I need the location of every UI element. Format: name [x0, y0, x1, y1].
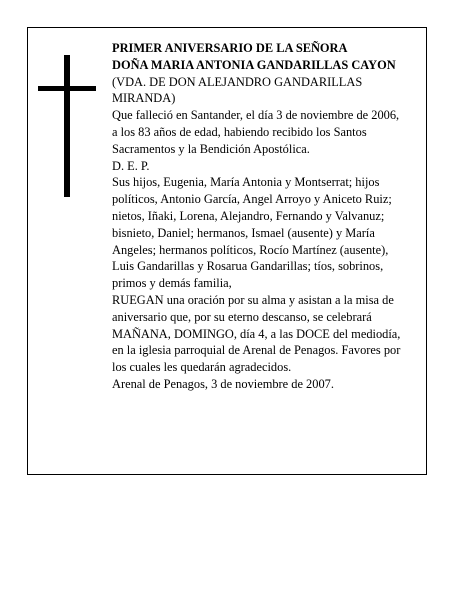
obituary-text	[112, 40, 402, 393]
cross-icon	[64, 55, 70, 197]
death-info: Que falleció en Santander, el día 3 de noviembre de 2006, a los 83 años de edad, habiendo recibido los Santos Sacramentos y la Bendición Apostólica.	[112, 108, 400, 156]
request-paragraph	[112, 292, 402, 376]
place-date: Arenal de Penagos, 3 de noviembre de 2007.	[112, 376, 334, 391]
cross-icon-crossbar	[38, 86, 96, 91]
family-list: Sus hijos, Eugenia, María Antonia y Montserrat; hijos políticos, Antonio García, Angel Arroyo y Aniceto Ruiz; nietos, Iñaki, Lorena, Alejandro, Fernando y Valvanuz; bisnieto, Daniel; hermanos, Ismael (ausente) y María Angeles; hermanos políticos, Rocío Martínez (ausente), Luis Gandarillas y Rosarua Gandarillas; tíos, sobrinos, primos y demás familia,	[112, 175, 392, 291]
notice-heading-line1: PRIMER ANIVERSARIO DE LA SEÑORA	[112, 41, 348, 55]
widow-of-line: (VDA. DE DON ALEJANDRO GANDARILLAS MIRANDA)	[112, 74, 363, 106]
request-keyword: RUEGAN	[112, 292, 164, 307]
dep-line: D. E. P.	[112, 158, 150, 173]
notice-heading-line2: DOÑA MARIA ANTONIA GANDARILLAS CAYON	[112, 57, 396, 72]
request-text: una oración por su alma y asistan a la misa de aniversario que, por su eterno descanso, se celebrará MAÑANA, DOMINGO, día 4, a las DOCE del mediodía, en la iglesia parroquial de Arenal de Penagos. Favores por los cuales les quedarán agradecidos.	[112, 292, 401, 375]
